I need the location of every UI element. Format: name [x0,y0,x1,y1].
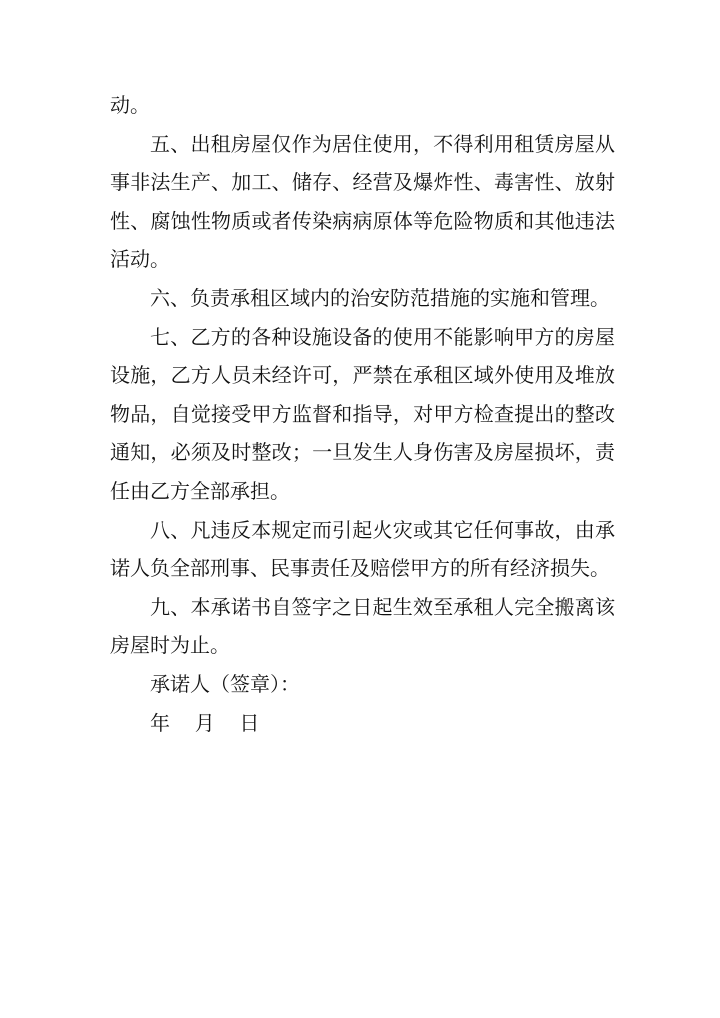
clause-9: 九、本承诺书自签字之日起生效至承租人完全搬离该房屋时为止。 [110,594,615,658]
paragraph-continuation: 动。 [110,93,150,117]
signature-label: 承诺人（签章）： [150,671,300,696]
date-line: 年 月 日 [150,710,260,735]
document-body [110,86,615,742]
clause-8: 八、凡违反本规定而引起火灾或其它任何事故，由承诺人负全部刑事、民事责任及赔偿甲方的所有经济损失。 [110,517,615,581]
clause-7: 七、乙方的各种设施设备的使用不能影响甲方的房屋设施，乙方人员未经许可，严禁在承租区域外使用及堆放物品，自觉接受甲方监督和指导，对甲方检查提出的整改通知，必须及时整改；一旦发生人身伤害及房屋损坏，责任由乙方全部承担。 [110,324,615,503]
clause-6: 六、负责承租区域内的治安防范措施的实施和管理。 [150,285,610,310]
clause-5: 五、出租房屋仅作为居住使用，不得利用租赁房屋从事非法生产、加工、储存、经营及爆炸性、毒害性、放射性、腐蚀性物质或者传染病病原体等危险物质和其他违法活动。 [110,131,615,272]
